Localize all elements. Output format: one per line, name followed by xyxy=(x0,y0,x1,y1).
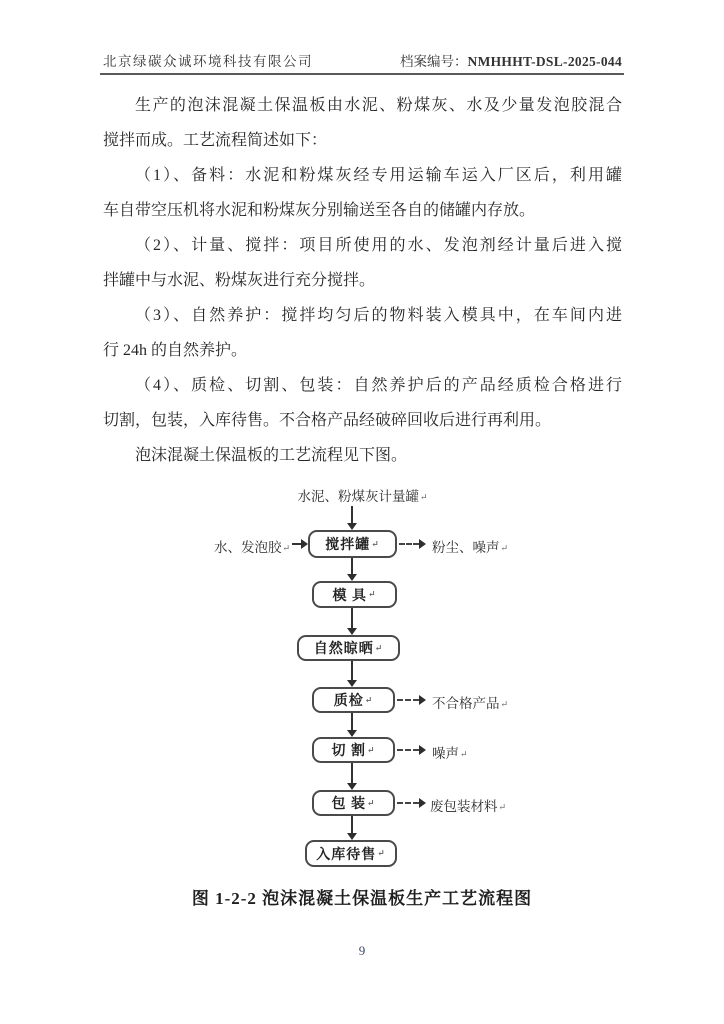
flow-output-label-qc xyxy=(432,692,508,712)
archive-label: 档案编号： xyxy=(400,54,468,69)
flow-arrowhead-cutting-out xyxy=(419,745,426,755)
flow-source-label xyxy=(250,485,475,505)
flow-arrowhead-down-5 xyxy=(347,730,357,737)
header-archive-number xyxy=(400,50,622,70)
body-line: （1）、备料：水泥和粉煤灰经专用运输车运入厂区后，利用罐 xyxy=(135,167,622,184)
flow-output-label-mixing xyxy=(432,536,508,556)
paragraph-mark: ↵ xyxy=(374,642,384,653)
flow-output-label-cutting xyxy=(432,742,468,762)
flow-node-packing xyxy=(312,790,395,816)
flow-node-cutting xyxy=(312,737,395,763)
paragraph-mark: ↵ xyxy=(367,589,377,599)
flow-arrowhead-qc-out xyxy=(419,695,426,705)
archive-code: NMHHHT-DSL-2025-044 xyxy=(467,54,622,69)
flow-output-text: 不合格产品 xyxy=(432,696,500,711)
flow-arrowhead-packing-out xyxy=(419,798,426,808)
flow-input-text: 水、发泡胶 xyxy=(213,540,282,555)
flow-arrow-down-7 xyxy=(351,816,353,833)
flow-node-mold xyxy=(312,581,397,608)
flow-dashed-arrow-mixing xyxy=(399,543,419,545)
flow-arrowhead-down-2 xyxy=(347,574,357,581)
flow-node-storage xyxy=(305,840,397,867)
body-line: 搅拌而成。工艺流程简述如下： xyxy=(103,132,328,149)
flow-arrowhead-down-6 xyxy=(347,783,357,790)
body-line: （2）、计量、搅拌：项目所使用的水、发泡剂经计量后进入搅 xyxy=(135,237,622,254)
paragraph-mark: ↵ xyxy=(282,543,290,553)
flow-arrow-down-6 xyxy=(351,763,353,783)
flow-arrowhead-mixing-out xyxy=(419,539,426,549)
paragraph-mark: ↵ xyxy=(364,694,374,705)
header-company-name: 北京绿碳众诚环境科技有限公司 xyxy=(103,54,313,69)
body-line: 拌罐中与水泥、粉煤灰进行充分搅拌。 xyxy=(103,272,376,289)
page-number: 9 xyxy=(358,943,366,958)
flow-node-label: 模 具 xyxy=(332,588,367,604)
flow-node-label: 入库待售 xyxy=(316,847,377,863)
body-line: 行 24h 的自然养护。 xyxy=(103,342,248,359)
flow-input-label xyxy=(190,536,290,556)
body-line: （4）、质检、切割、包装：自然养护后的产品经质检合格进行 xyxy=(135,377,622,394)
flow-source-text: 水泥、粉煤灰计量罐 xyxy=(297,489,419,504)
body-line: 切割，包装，入库待售。不合格产品经破碎回收后进行再利用。 xyxy=(103,412,552,429)
flow-arrowhead-down-3 xyxy=(347,628,357,635)
flow-node-label: 自然晾晒 xyxy=(313,642,374,657)
paragraph-mark: ↵ xyxy=(419,492,428,502)
flow-node-natural-drying xyxy=(297,635,400,661)
flow-arrow-input xyxy=(292,543,301,545)
flow-dashed-arrow-packing xyxy=(397,802,419,804)
flow-arrow-down-3 xyxy=(351,608,353,628)
paragraph-mark: ↵ xyxy=(377,848,386,858)
flow-output-text: 废包装材料 xyxy=(430,799,498,814)
flow-arrow-down-1 xyxy=(351,506,353,523)
paragraph-mark: ↵ xyxy=(366,744,376,755)
figure-caption: 图 1-2-2 泡沫混凝土保温板生产工艺流程图 xyxy=(191,889,533,908)
flow-arrow-down-4 xyxy=(351,661,353,680)
paragraph-mark: ↵ xyxy=(371,538,380,549)
flow-arrowhead-down-4 xyxy=(347,680,357,687)
body-text xyxy=(103,88,622,473)
flow-dashed-arrow-qc xyxy=(397,699,419,701)
flow-dashed-arrow-cutting xyxy=(397,749,419,751)
body-line: 生产的泡沫混凝土保温板由水泥、粉煤灰、水及少量发泡胶混合 xyxy=(135,97,622,114)
flow-node-label: 质检 xyxy=(333,694,364,709)
paragraph-mark: ↵ xyxy=(500,699,509,709)
flow-output-label-packing xyxy=(430,795,506,815)
paragraph-mark: ↵ xyxy=(460,749,468,759)
flow-arrowhead-down-1 xyxy=(347,523,357,530)
flow-node-mixing-tank xyxy=(308,530,397,558)
flow-arrowhead-down-7 xyxy=(347,833,357,840)
flow-node-label: 切 割 xyxy=(331,744,366,759)
flow-output-text: 噪声 xyxy=(432,746,459,761)
page-header xyxy=(103,50,622,70)
paragraph-mark: ↵ xyxy=(500,543,509,553)
flow-node-quality-check xyxy=(312,687,395,713)
body-line: 泡沫混凝土保温板的工艺流程见下图。 xyxy=(135,447,408,464)
flow-arrow-down-2 xyxy=(351,558,353,574)
flow-output-text: 粉尘、噪声 xyxy=(432,540,500,555)
paragraph-mark: ↵ xyxy=(498,802,507,812)
body-line: （3）、自然养护：搅拌均匀后的物料装入模具中，在车间内进 xyxy=(135,307,622,324)
paragraph-mark: ↵ xyxy=(366,797,376,808)
flow-node-label: 搅拌罐 xyxy=(325,538,371,553)
flow-arrow-down-5 xyxy=(351,713,353,730)
flow-node-label: 包 装 xyxy=(331,797,366,812)
body-line: 车自带空压机将水泥和粉煤灰分别输送至各自的储罐内存放。 xyxy=(103,202,536,219)
flow-arrowhead-input xyxy=(301,539,308,549)
header-rule xyxy=(100,73,624,75)
